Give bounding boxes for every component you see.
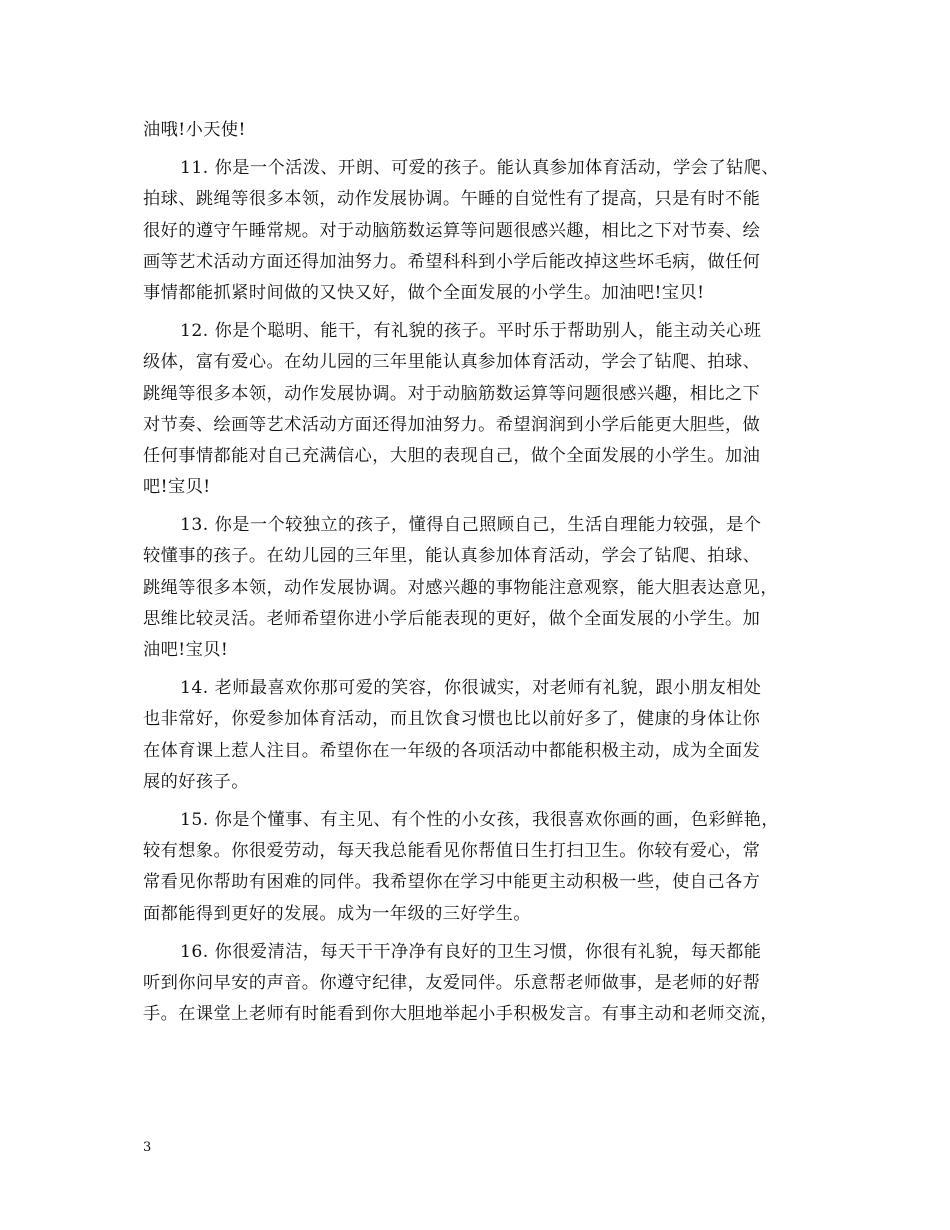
text-line: 拍球、跳绳等很多本领，动作发展协调。午睡的自觉性有了提高，只是有时不能 <box>143 189 761 210</box>
text-line: 展的好孩子。 <box>143 771 249 792</box>
text-line: 也非常好，你爱参加体育活动，而且饮食习惯也比以前好多了，健康的身体让你 <box>143 709 761 730</box>
text-line: 跳绳等很多本领，动作发展协调。对于动脑筋数运算等问题很感兴趣，相比之下 <box>143 383 761 404</box>
text-line: 很好的遵守午睡常规。对于动脑筋数运算等问题很感兴趣，相比之下对节奏、绘 <box>143 220 761 241</box>
text-line: 14. 老师最喜欢你那可爱的笑容，你很诚实，对老师有礼貌，跟小朋友相处 <box>180 678 762 699</box>
text-line: 在体育课上惹人注目。希望你在一年级的各项活动中都能积极主动，成为全面发 <box>143 740 761 761</box>
text-line: 16. 你很爱清洁，每天干干净净有良好的卫生习惯，你很有礼貌，每天都能 <box>180 941 762 962</box>
text-line: 任何事情都能对自己充满信心，大胆的表现自己，做个全面发展的小学生。加油 <box>143 445 761 466</box>
text-line: 油哦!小天使! <box>143 120 246 140</box>
text-line: 对节奏、绘画等艺术活动方面还得加油努力。希望润润到小学后能更大胆些，做 <box>143 414 761 435</box>
text-line: 面都能得到更好的发展。成为一年级的三好学生。 <box>143 903 532 924</box>
paragraph <box>143 153 818 309</box>
text-line: 较懂事的孩子。在幼儿园的三年里，能认真参加体育活动，学会了钻爬、拍球、 <box>143 546 761 567</box>
text-line: 画等艺术活动方面还得加油努力。希望科科到小学后能改掉这些坏毛病，做任何 <box>143 251 761 272</box>
text-line: 较有想象。你很爱劳动，每天我总能看见你帮值日生打扫卫生。你较有爱心，常 <box>143 841 761 862</box>
page-number: 3 <box>143 1140 152 1155</box>
paragraph <box>143 805 818 930</box>
text-line: 13. 你是一个较独立的孩子，懂得自己照顾自己，生活自理能力较强，是个 <box>180 515 762 536</box>
text-line: 手。在课堂上老师有时能看到你大胆地举起小手积极发言。有事主动和老师交流， <box>143 1004 778 1025</box>
text-line: 级体，富有爱心。在幼儿园的三年里能认真参加体育活动，学会了钻爬、拍球、 <box>143 352 761 373</box>
text-line: 常看见你帮助有困难的同伴。我希望你在学习中能更主动积极一些，使自己各方 <box>143 872 761 893</box>
paragraph <box>143 115 818 146</box>
paragraph <box>143 316 818 503</box>
text-line: 11. 你是一个活泼、开朗、可爱的孩子。能认真参加体育活动，学会了钻爬、 <box>180 158 780 179</box>
text-line: 吧!宝贝! <box>143 477 211 498</box>
text-line: 15. 你是个懂事、有主见、有个性的小女孩，我很喜欢你画的画，色彩鲜艳， <box>180 809 780 830</box>
text-line: 事情都能抓紧时间做的又快又好，做个全面发展的小学生。加油吧!宝贝! <box>143 282 705 303</box>
text-line: 油吧!宝贝! <box>143 640 229 660</box>
paragraph <box>143 510 818 666</box>
body-text <box>143 115 818 1030</box>
text-line: 跳绳等很多本领，动作发展协调。对感兴趣的事物能注意观察，能大胆表达意见， <box>143 577 778 598</box>
text-line: 思维比较灵活。老师希望你进小学后能表现的更好，做个全面发展的小学生。加 <box>143 608 761 629</box>
paragraph <box>143 673 818 798</box>
text-line: 12. 你是个聪明、能干，有礼貌的孩子。平时乐于帮助别人，能主动关心班 <box>180 321 762 342</box>
text-line: 听到你问早安的声音。你遵守纪律，友爱同伴。乐意帮老师做事，是老师的好帮 <box>143 972 761 993</box>
paragraph <box>143 937 818 1031</box>
